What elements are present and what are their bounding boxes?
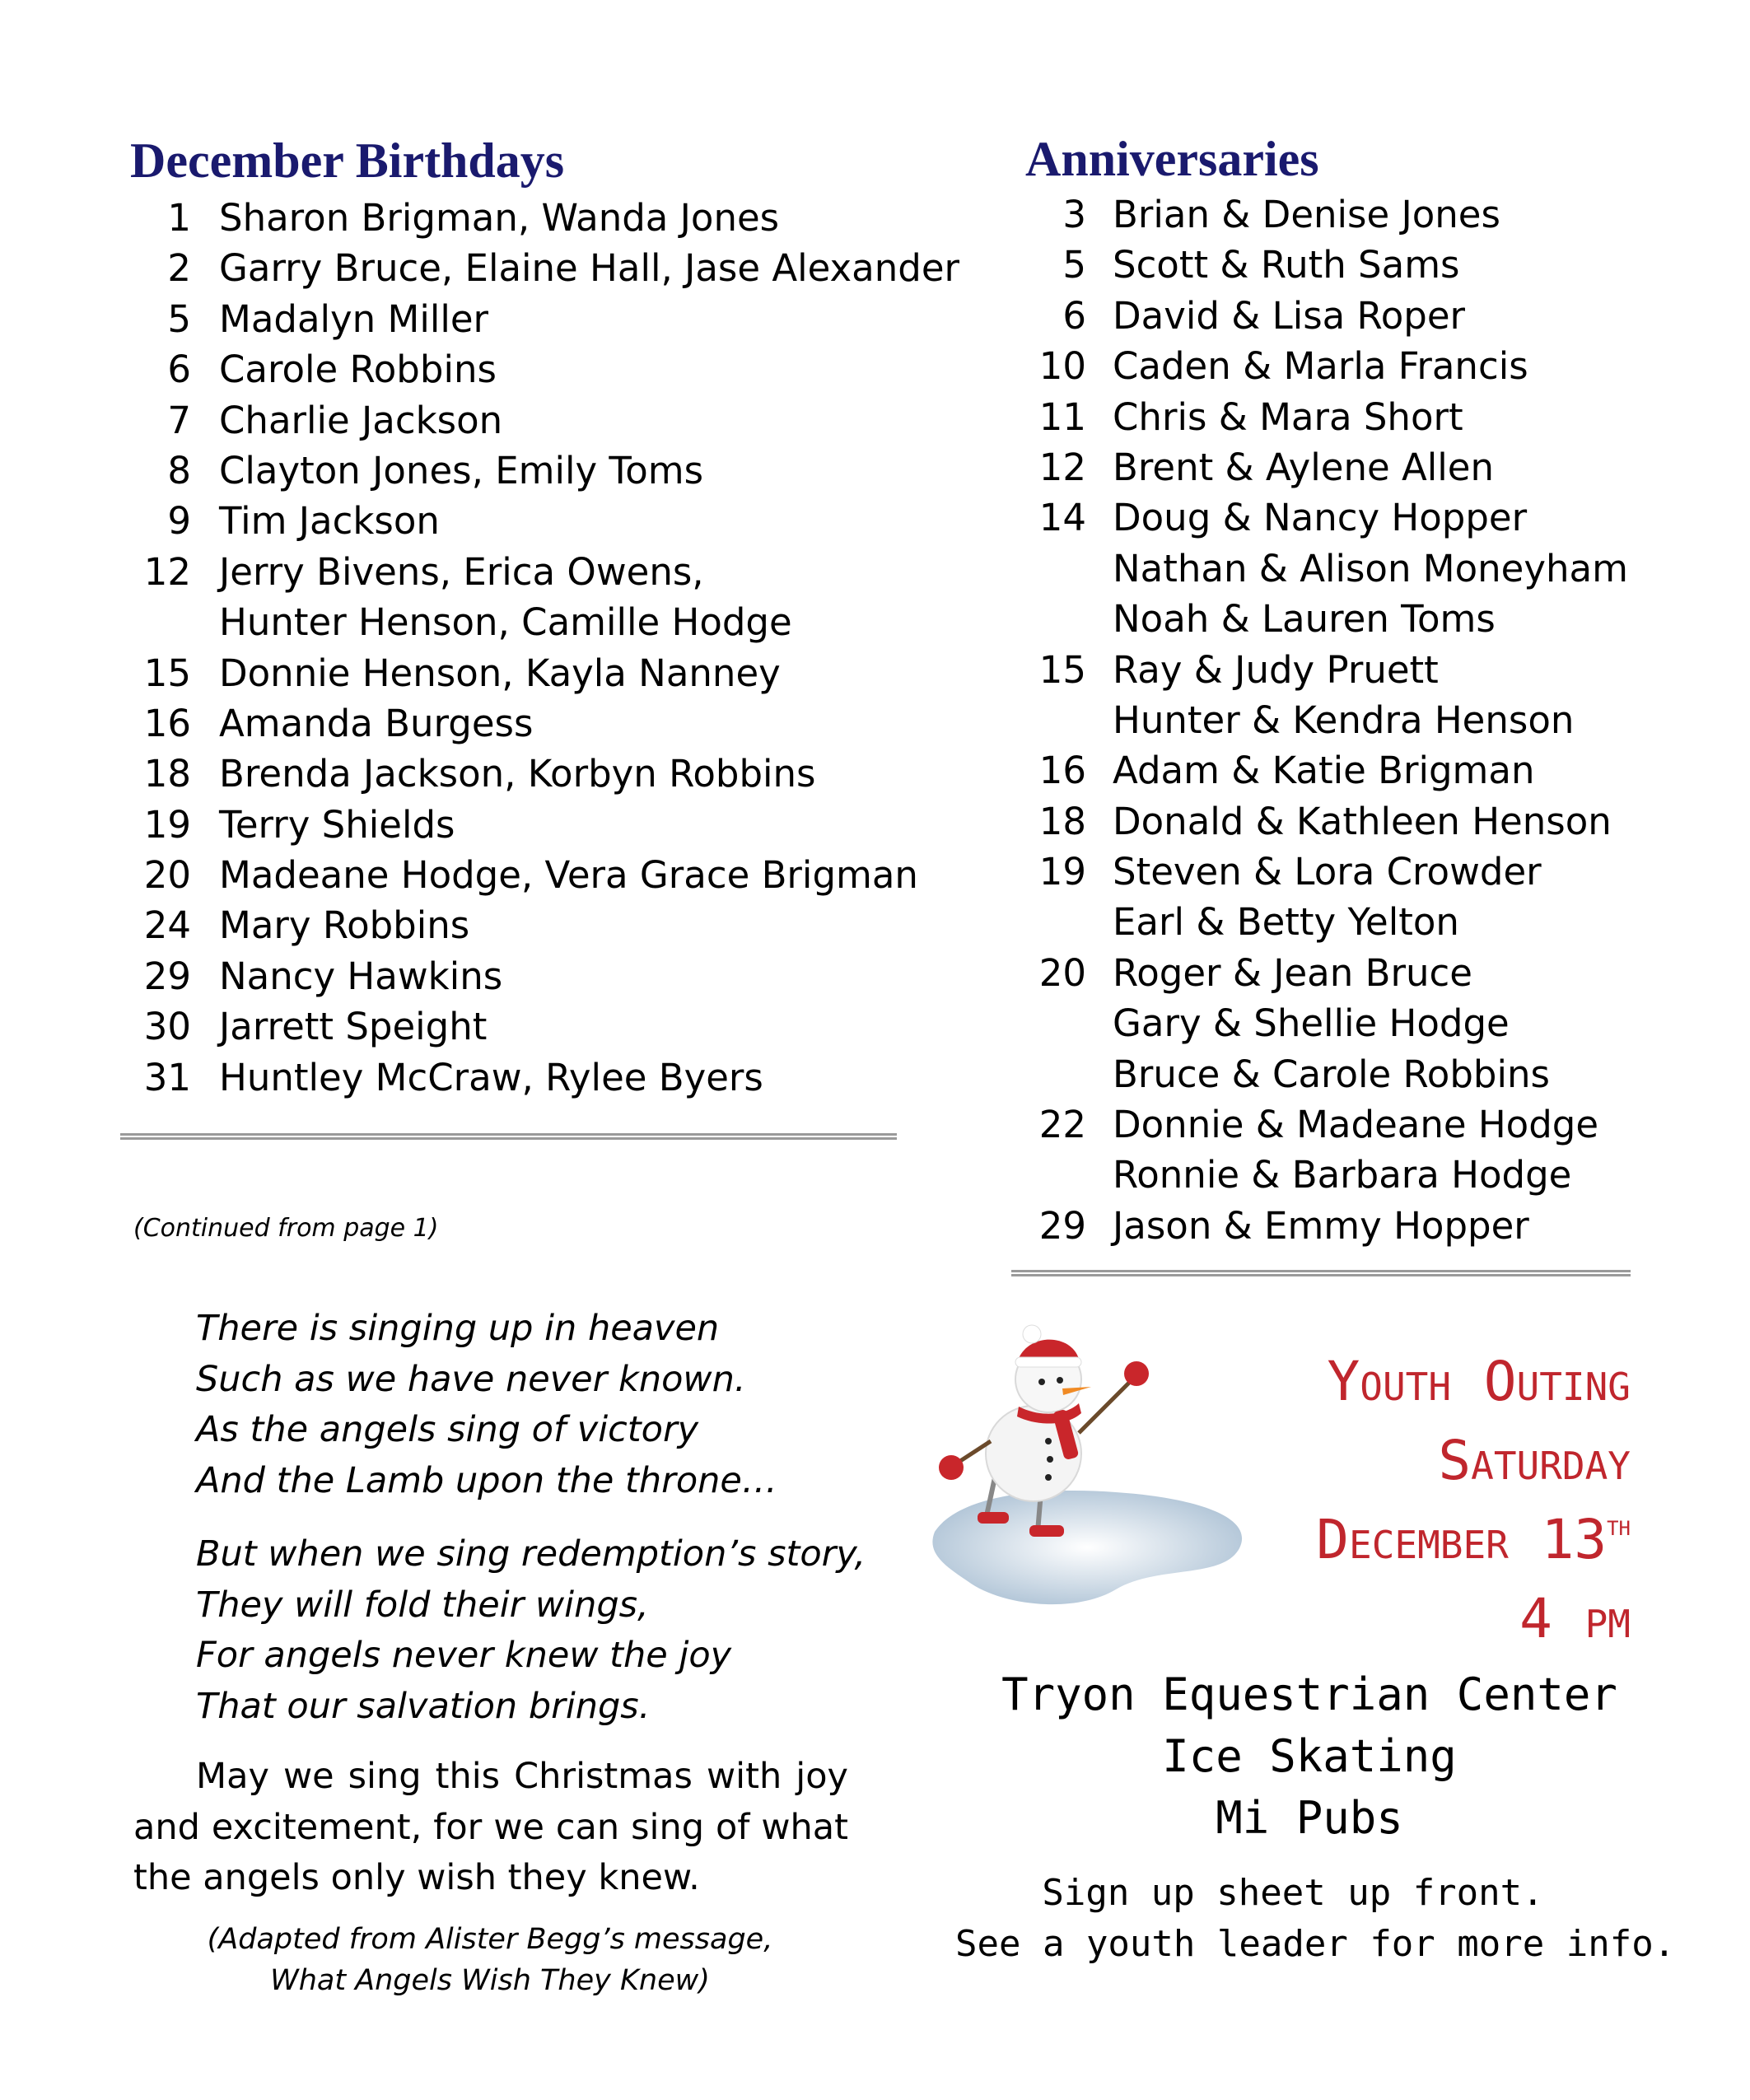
entry-names: Hunter Henson, Camille Hodge xyxy=(219,600,792,645)
youth-outing-announcement xyxy=(1186,1342,1631,1659)
outing-date-suffix: th xyxy=(1607,1510,1631,1542)
entry-day: 7 xyxy=(167,398,191,442)
entry-day: 20 xyxy=(1038,950,1086,995)
entry-names: Scott & Ruth Sams xyxy=(1113,243,1460,287)
list-item xyxy=(130,951,959,1001)
list-item xyxy=(1025,442,1628,492)
entry-names: Donald & Kathleen Henson xyxy=(1113,799,1612,843)
venue-line-2: Ice Skating xyxy=(1162,1730,1457,1782)
list-item xyxy=(1025,1150,1628,1200)
entry-day: 3 xyxy=(1062,193,1086,236)
outing-date-text: December 13 xyxy=(1316,1508,1608,1571)
entry-day: 30 xyxy=(143,1005,191,1049)
outing-day: Saturday xyxy=(1438,1429,1631,1492)
entry-day: 5 xyxy=(167,296,191,341)
list-item xyxy=(130,597,959,647)
entry-names: Jarrett Speight xyxy=(219,1005,488,1049)
entry-names: Terry Shields xyxy=(219,802,455,847)
entry-names: Sharon Brigman, Wanda Jones xyxy=(219,196,780,240)
list-item xyxy=(1025,1099,1628,1150)
source-citation xyxy=(156,1919,824,2001)
entry-day: 20 xyxy=(143,853,191,898)
poem-line: As the angels sing of victory xyxy=(196,1409,699,1450)
entry-names: Donnie & Madeane Hodge xyxy=(1113,1103,1599,1147)
entry-day: 15 xyxy=(1038,647,1086,692)
list-item xyxy=(130,496,959,546)
entry-day: 14 xyxy=(1038,496,1086,540)
section-divider xyxy=(120,1133,897,1140)
entry-names: Bruce & Carole Robbins xyxy=(1113,1052,1550,1096)
entry-day: 8 xyxy=(167,448,191,492)
entry-day xyxy=(1025,594,1086,644)
list-item xyxy=(1025,240,1628,290)
list-item xyxy=(1025,897,1628,947)
list-item xyxy=(1025,948,1628,998)
list-item xyxy=(130,749,959,799)
entry-day: 6 xyxy=(167,348,191,392)
entry-day: 6 xyxy=(1062,293,1086,338)
entry-day: 19 xyxy=(1038,850,1086,894)
entry-names: Hunter & Kendra Henson xyxy=(1113,698,1575,742)
entry-names: Carole Robbins xyxy=(219,348,497,392)
entry-names: Roger & Jean Bruce xyxy=(1113,950,1472,995)
poem-line: And the Lamb upon the throne… xyxy=(196,1459,777,1501)
list-item xyxy=(1025,189,1628,240)
entry-day: 29 xyxy=(143,954,191,998)
list-item xyxy=(130,850,959,900)
entry-day xyxy=(1025,1049,1086,1099)
entry-names: Doug & Nancy Hopper xyxy=(1113,496,1528,540)
entry-names: Madalyn Miller xyxy=(219,296,489,341)
entry-names: David & Lisa Roper xyxy=(1113,293,1466,338)
venue-line-3: Mi Pubs xyxy=(1216,1792,1403,1844)
entry-names: Nathan & Alison Moneyham xyxy=(1113,546,1628,590)
list-item xyxy=(130,446,959,496)
entry-names: Nancy Hawkins xyxy=(219,954,503,998)
entry-day xyxy=(1025,544,1086,594)
entry-day: 16 xyxy=(143,701,191,745)
list-item xyxy=(1025,645,1628,695)
entry-names: Huntley McCraw, Rylee Byers xyxy=(219,1055,763,1099)
entry-names: Tim Jackson xyxy=(219,499,440,544)
entry-day xyxy=(1025,1150,1086,1200)
entry-day xyxy=(1025,998,1086,1048)
list-item xyxy=(130,193,959,243)
birthdays-title: December Birthdays xyxy=(130,133,565,188)
source-line-2: What Angels Wish They Knew) xyxy=(270,1964,710,1997)
entry-day: 11 xyxy=(1038,394,1086,439)
entry-names: Jason & Emmy Hopper xyxy=(1113,1203,1529,1248)
venue-line-1: Tryon Equestrian Center xyxy=(1001,1668,1617,1720)
poem-line: They will fold their wings, xyxy=(196,1584,649,1626)
poem-line: For angels never knew the joy xyxy=(196,1635,732,1676)
entry-names: Donnie Henson, Kayla Nanney xyxy=(219,651,781,695)
list-item xyxy=(1025,796,1628,847)
list-item xyxy=(1025,544,1628,594)
list-item xyxy=(130,243,959,293)
note-line-1: Sign up sheet up front. xyxy=(1042,1872,1544,1914)
entry-day xyxy=(1025,695,1086,745)
list-item xyxy=(130,1052,959,1103)
outing-time: 4 pm xyxy=(1519,1587,1631,1650)
entry-day: 5 xyxy=(1062,243,1086,287)
list-item xyxy=(1025,998,1628,1048)
outing-note xyxy=(955,1868,1676,1970)
list-item xyxy=(1025,392,1628,442)
poem-stanza-2 xyxy=(196,1529,866,1732)
list-item xyxy=(130,294,959,344)
entry-names: Steven & Lora Crowder xyxy=(1113,850,1542,894)
entry-day: 24 xyxy=(143,903,191,948)
anniversaries-list xyxy=(1025,189,1628,1251)
entry-day: 2 xyxy=(167,246,191,291)
entry-names: Noah & Lauren Toms xyxy=(1113,597,1496,642)
entry-day: 29 xyxy=(1038,1203,1086,1248)
entry-names: Jerry Bivens, Erica Owens, xyxy=(219,549,704,594)
entry-day: 18 xyxy=(1038,799,1086,843)
list-item xyxy=(1025,492,1628,543)
anniversaries-title: Anniversaries xyxy=(1025,132,1319,186)
outing-date xyxy=(1186,1500,1631,1580)
entry-names: Ray & Judy Pruett xyxy=(1113,647,1439,692)
entry-day xyxy=(130,597,191,647)
entry-day: 31 xyxy=(143,1055,191,1099)
entry-names: Gary & Shellie Hodge xyxy=(1113,1001,1510,1046)
entry-day: 15 xyxy=(143,651,191,695)
poem-line: But when we sing redemption’s story, xyxy=(196,1533,866,1575)
birthdays-list xyxy=(130,193,959,1103)
entry-names: Caden & Marla Francis xyxy=(1113,344,1528,389)
list-item xyxy=(1025,1049,1628,1099)
entry-day: 9 xyxy=(167,499,191,544)
entry-names: Charlie Jackson xyxy=(219,398,503,442)
entry-day: 12 xyxy=(143,549,191,594)
outing-title: Youth Outing xyxy=(1327,1350,1631,1413)
list-item xyxy=(1025,341,1628,391)
entry-names: Amanda Burgess xyxy=(219,701,534,745)
closing-paragraph: May we sing this Christmas with joy and excitement, for we can sing of what the angels only wish they knew. xyxy=(133,1756,848,1898)
poem-line: That our salvation brings. xyxy=(196,1685,651,1727)
list-item xyxy=(1025,291,1628,341)
entry-names: Madeane Hodge, Vera Grace Brigman xyxy=(219,853,918,898)
poem-line: Such as we have never known. xyxy=(196,1358,746,1400)
source-line-1: (Adapted from Alister Begg’s message, xyxy=(207,1923,773,1956)
poem-line: There is singing up in heaven xyxy=(196,1308,720,1349)
entry-day: 19 xyxy=(143,802,191,847)
entry-day xyxy=(1025,897,1086,947)
entry-names: Brent & Aylene Allen xyxy=(1113,445,1494,489)
list-item xyxy=(130,395,959,446)
entry-names: Mary Robbins xyxy=(219,903,470,948)
note-line-2: See a youth leader for more info. xyxy=(955,1923,1676,1965)
entry-day: 18 xyxy=(143,752,191,796)
entry-day: 10 xyxy=(1038,344,1086,389)
entry-names: Ronnie & Barbara Hodge xyxy=(1113,1153,1572,1197)
list-item xyxy=(1025,1201,1628,1251)
entry-names: Brenda Jackson, Korbyn Robbins xyxy=(219,752,816,796)
entry-names: Brian & Denise Jones xyxy=(1113,193,1500,236)
entry-names: Garry Bruce, Elaine Hall, Jase Alexander xyxy=(219,246,960,291)
outing-venue xyxy=(988,1664,1631,1849)
entry-day: 22 xyxy=(1038,1103,1086,1147)
list-item xyxy=(130,800,959,850)
entry-day: 16 xyxy=(1038,749,1086,793)
list-item xyxy=(130,344,959,394)
poem-stanza-1 xyxy=(196,1304,777,1506)
list-item xyxy=(130,698,959,749)
continued-note: (Continued from page 1) xyxy=(133,1214,439,1243)
list-item xyxy=(1025,847,1628,897)
entry-names: Earl & Betty Yelton xyxy=(1113,900,1459,945)
section-divider xyxy=(1011,1270,1631,1276)
list-item xyxy=(130,547,959,597)
list-item xyxy=(1025,745,1628,796)
entry-names: Clayton Jones, Emily Toms xyxy=(219,448,704,492)
list-item xyxy=(1025,594,1628,644)
entry-names: Chris & Mara Short xyxy=(1113,394,1463,439)
list-item xyxy=(130,648,959,698)
entry-day: 12 xyxy=(1038,445,1086,489)
list-item xyxy=(130,1001,959,1052)
entry-day: 1 xyxy=(167,196,191,240)
entry-names: Adam & Katie Brigman xyxy=(1113,749,1535,793)
list-item xyxy=(130,900,959,950)
list-item xyxy=(1025,695,1628,745)
